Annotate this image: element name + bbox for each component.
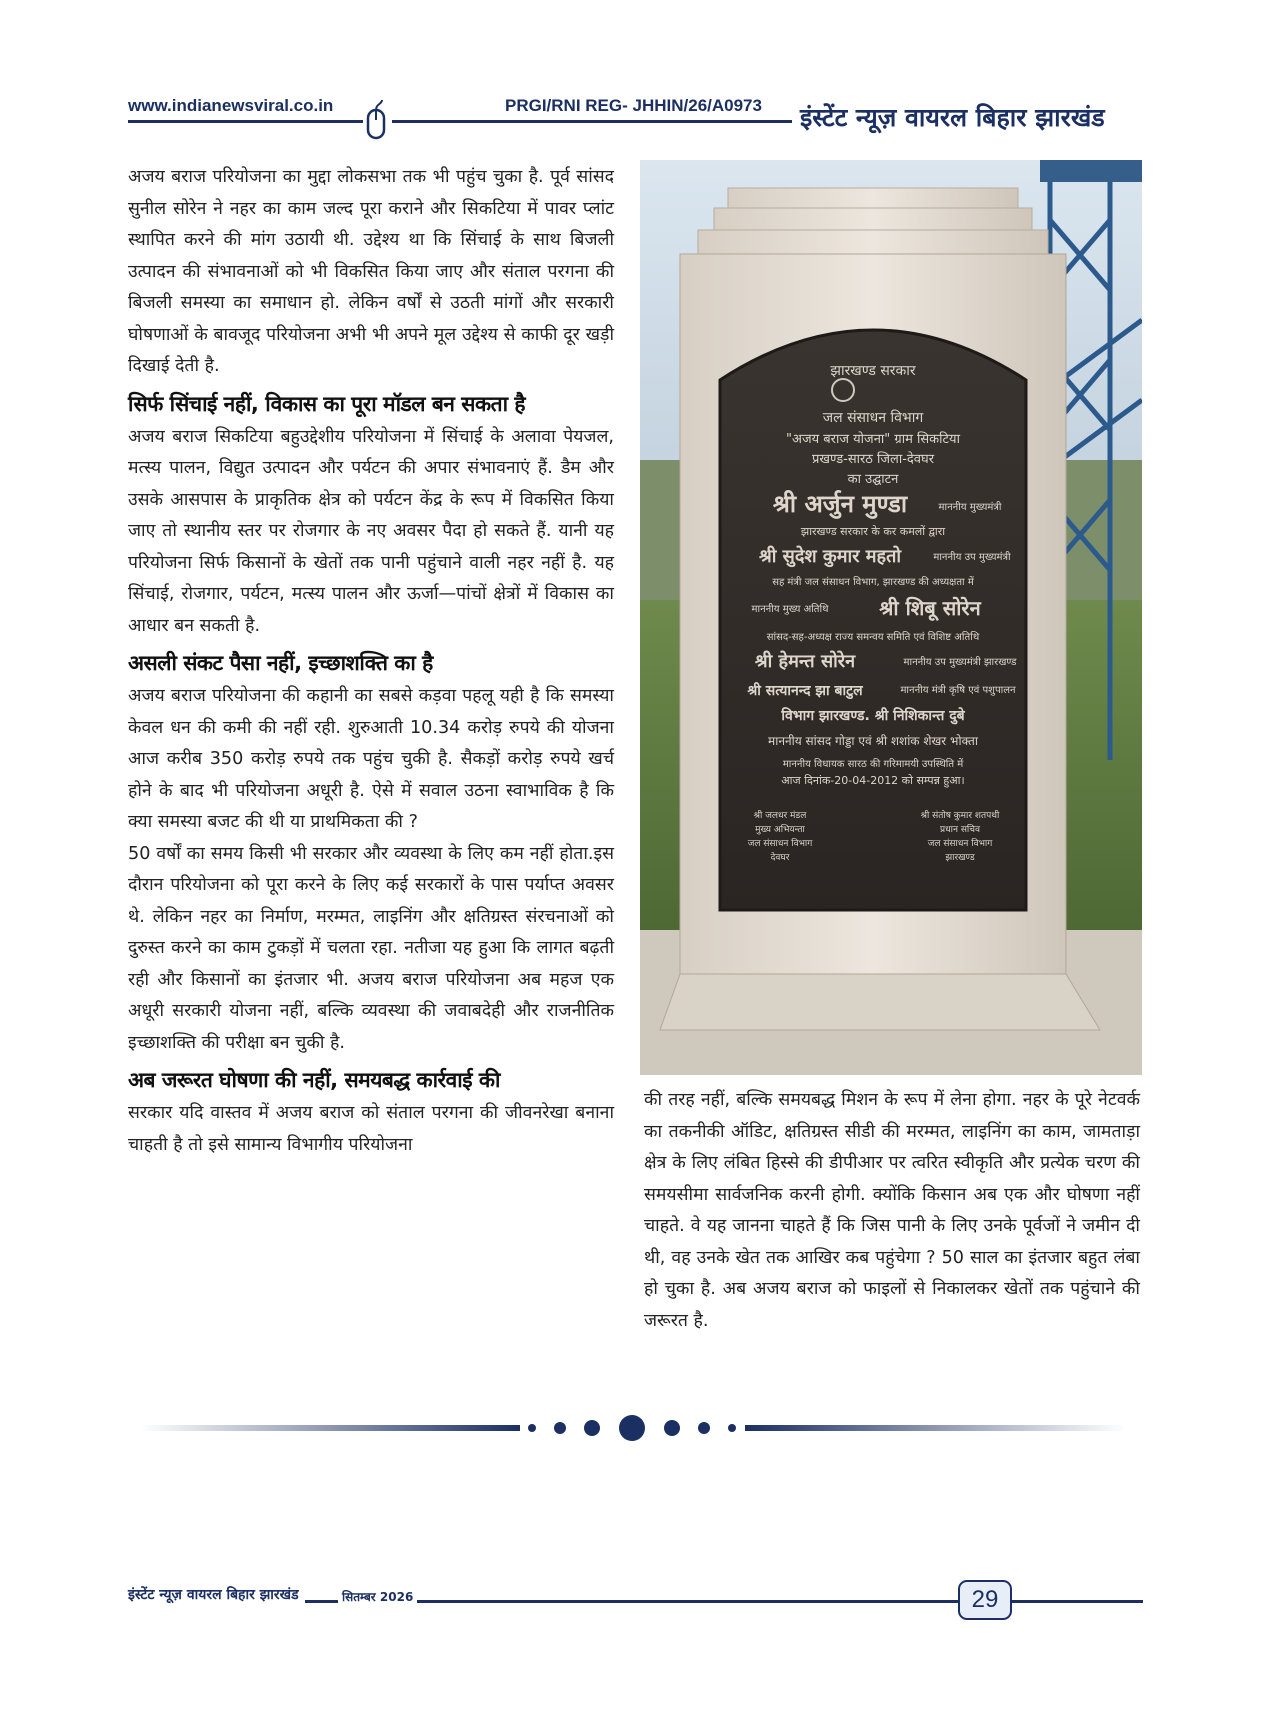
plaque-name: श्री हेमन्त सोरेन — [754, 651, 856, 672]
plaque-text: "अजय बराज योजना" ग्राम सिकटिया — [786, 432, 960, 447]
plaque-text: सह मंत्री जल संसाधन विभाग, झारखण्ड की अध्यक्षता में — [772, 577, 974, 588]
left-column — [128, 162, 614, 1161]
plaque-text: देवघर — [770, 853, 790, 863]
plaque-photo-drawing — [640, 160, 1142, 1075]
plaque-text: माननीय उप मुख्यमंत्री झारखण्ड — [903, 657, 1017, 668]
plaque-text: माननीय मंत्री कृषि एवं पशुपालन — [900, 685, 1016, 696]
plaque-text: जल संसाधन विभाग — [747, 839, 813, 849]
article-paragraph: अजय बराज परियोजना की कहानी का सबसे कड़वा पहलू यही है कि समस्या केवल धन की कमी की नहीं रही. शुरुआती 10.34 करोड़ रुपये की योजना आज करीब 350 करोड़ रुपये तक पहुंच चुकी है. सैकड़ों करोड़ रुपये खर्च होने के बाद भी परियोजना अधूरी है. ऐसे में सवाल उठना स्वाभाविक है कि क्या समस्या बजट की थी या प्राथमिकता की ? — [128, 686, 614, 832]
section-heading: सिर्फ सिंचाई नहीं, विकास का पूरा मॉडल बन सकता है — [128, 391, 525, 416]
header-rule-right — [392, 120, 792, 123]
article-paragraph: सरकार यदि वास्तव में अजय बराज को संताल परगना की जीवनरेखा बनाना चाहती है तो इसे सामान्य विभागीय परियोजना — [128, 1103, 614, 1155]
mouse-icon — [362, 100, 390, 142]
footer-publication: इंस्टेंट न्यूज़ वायरल बिहार झारखंड — [128, 1585, 305, 1604]
plaque-text: माननीय मुख्यमंत्री — [938, 502, 1002, 513]
page-number: 29 — [958, 1580, 1012, 1620]
plaque-name: श्री शिबू सोरेन — [879, 596, 981, 620]
article-paragraph: की तरह नहीं, बल्कि समयबद्ध मिशन के रूप में लेना होगा. नहर के पूरे नेटवर्क का तकनीकी ऑडिट, क्षतिग्रस्त सीडी की मरम्मत, लाइनिंग का काम, जामताड़ा क्षेत्र के लिए लंबित हिस्से की डीपीआर पर त्वरित स्वीकृति और प्रत्येक चरण की समयसीमा सार्वजनिक करनी होगी. क्योंकि किसान अब एक और घोषणा नहीं चाहते. वे यह जानना चाहते हैं कि जिस पानी के लिए उनके पूर्वजों ने जमीन दी थी, वह उनके खेत तक आखिर कब पहुंचेगा ? 50 साल का इंतजार बहुत लंबा हो चुका है. अब अजय बराज को फाइलों से निकालकर खेतों तक पहुंचाने की जरूरत है. — [644, 1090, 1140, 1331]
plaque-text: जल संसाधन विभाग — [822, 410, 924, 426]
plaque-name: श्री सत्यानन्द झा बाटुल — [747, 683, 863, 699]
publication-title: इंस्टेंट न्यूज़ वायरल बिहार झारखंड — [800, 103, 1105, 132]
article-paragraph: अजय बराज सिकटिया बहुउद्देशीय परियोजना में सिंचाई के अलावा पेयजल, मत्स्य पालन, विद्युत उत्पादन और पर्यटन की अपार संभावनाएं हैं. डैम और उसके आसपास के प्राकृतिक क्षेत्र को पर्यटन केंद्र के रूप में विकसित किया जाए तो स्थानीय स्तर पर रोजगार के नए अवसर पैदा हो सकते हैं. यानी यह परियोजना सिर्फ किसानों के खेतों तक पानी पहुंचाने वाली नहर नहीं है. यह सिंचाई, रोजगार, पर्यटन, मत्स्य पालन और ऊर्जा—पांचों क्षेत्रों में विकास का आधार बन सकती है. — [128, 426, 614, 636]
plaque-text: सांसद-सह-अध्यक्ष राज्य समन्वय समिति एवं विशिष्ट अतिथि — [766, 632, 980, 643]
plaque-photo — [640, 160, 1142, 1075]
plaque-text: माननीय सांसद गोड्डा एवं श्री शशांक शेखर भोक्ता — [768, 734, 978, 748]
article-paragraph: अजय बराज परियोजना का मुद्दा लोकसभा तक भी पहुंच चुका है. पूर्व सांसद सुनील सोरेन ने नहर का काम जल्द पूरा कराने और सिकटिया में पावर प्लांट स्थापित करने की मांग उठायी थी. उद्देश्य था कि सिंचाई के साथ बिजली उत्पादन की संभावनाओं को भी विकसित किया जाए और संताल परगना की बिजली समस्या का समाधान हो. लेकिन वर्षों से उठती मांगों और सरकारी घोषणाओं के बावजूद परियोजना अभी भी अपने मूल उद्देश्य से काफी दूर खड़ी दिखाई देती है. — [128, 167, 614, 376]
article-paragraph: 50 वर्षों का समय किसी भी सरकार और व्यवस्था के लिए कम नहीं होता.इस दौरान परियोजना को पूरा करने के लिए कई सरकारों के पास पर्याप्त अवसर थे. लेकिन नहर का निर्माण, मरम्मत, लाइनिंग और क्षतिग्रस्त संरचनाओं को दुरुस्त करने का काम टुकड़ों में चलता रहा. नतीजा यह हुआ कि लागत बढ़ती रही और किसानों का इंतजार भी. अजय बराज परियोजना अब महज एक अधूरी सरकारी योजना नहीं, बल्कि व्यवस्था की जवाबदेही और राजनीतिक इच्छाशक्ति की परीक्षा बन चुकी है. — [128, 843, 614, 1053]
registration-number: PRGI/RNI REG- JHHIN/26/A0973 — [505, 96, 762, 115]
plaque-name: श्री अर्जुन मुण्डा — [772, 490, 908, 518]
plaque-text: प्रखण्ड-सारठ जिला-देवघर — [811, 452, 935, 467]
section-divider — [140, 1413, 1125, 1443]
plaque-text: श्री जलधर मंडल — [753, 811, 807, 821]
plaque-text: माननीय उप मुख्यमंत्री — [933, 552, 1011, 563]
plaque-text: मुख्य अभियन्ता — [755, 825, 805, 835]
plaque-name: श्री सुदेश कुमार महतो — [758, 546, 902, 567]
plaque-text: प्रधान सचिव — [940, 825, 980, 835]
website-url: www.indianewsviral.co.in — [128, 96, 334, 115]
plaque-text: विभाग झारखण्ड. श्री निशिकान्त दुबे — [781, 708, 965, 724]
footer-date: सितम्बर 2026 — [338, 1588, 417, 1605]
section-heading: अब जरूरत घोषणा की नहीं, समयबद्ध कार्रवाई की — [128, 1068, 500, 1092]
page-header — [0, 0, 1268, 150]
plaque-text: माननीय मुख्य अतिथि — [751, 604, 829, 615]
plaque-text: झारखण्ड — [945, 853, 975, 863]
right-column — [644, 1085, 1140, 1337]
plaque-text: का उद्घाटन — [847, 472, 899, 487]
plaque-text: जल संसाधन विभाग — [927, 839, 993, 849]
plaque-text: झारखण्ड सरकार के कर कमलों द्वारा — [800, 525, 946, 538]
plaque-text: माननीय विधायक सारठ की गरिमामयी उपस्थिति में — [782, 759, 964, 770]
plaque-text: झारखण्ड सरकार — [830, 363, 916, 379]
plaque-text: श्री संतोष कुमार शतपथी — [920, 811, 1000, 821]
section-heading: असली संकट पैसा नहीं, इच्छाशक्ति का है — [128, 651, 433, 675]
plaque-text: आज दिनांक-20-04-2012 को सम्पन्न हुआ। — [781, 774, 965, 787]
header-rule-left — [128, 120, 363, 123]
